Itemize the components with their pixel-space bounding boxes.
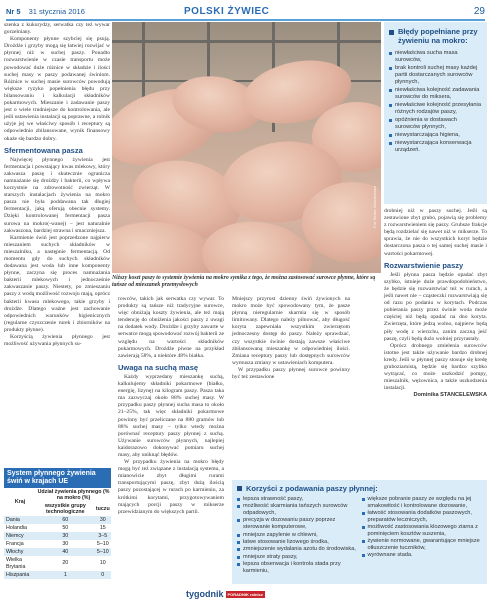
paragraph: drobniej niż w paszy suchej. Jeśli są zestawione zbyt grubo, pojawią się problemy z rozwarstwieniem się paszy. Grubsze frakcje będą rozdzielać się nawet niż w mikserze. To sprawia, że nie do wszystkich koryt będzie dostarczona pasza o tej samej suchej masie i wartości pokarmowej. (384, 208, 487, 257)
table-row (4, 524, 111, 532)
pigs-photo (112, 22, 381, 273)
article-column-1 (4, 22, 110, 348)
table-cell: 10 (95, 556, 111, 571)
list-item: większe pobranie paszy ze względu na jej smakowitość i kontrolowane dozowanie, (362, 496, 483, 509)
issue-date: 31 stycznia 2016 (28, 6, 85, 16)
table-cell: 5–10 (95, 540, 111, 548)
table-row (4, 548, 111, 556)
table-row (4, 556, 111, 571)
footer-logo (186, 589, 265, 599)
table-cell: Hiszpania (4, 571, 36, 579)
table-cell: 50 (36, 524, 95, 532)
issue-number: Nr 5 (6, 6, 21, 16)
list-item: łatwe stosowanie lizowego środka, (237, 539, 358, 546)
data-table (4, 488, 111, 579)
feeding-errors-box (384, 22, 487, 204)
table-cell: 60 (36, 516, 95, 524)
article-column-4 (384, 208, 487, 399)
square-bullet-icon (389, 30, 394, 35)
column-header-fattening: tuczu (95, 506, 110, 512)
list-item: możliwość skarmiania tańszych surowców odpadowych, (237, 503, 358, 516)
benefits-list-right (362, 496, 483, 575)
paragraph: szenka z kukurydzy, serwatka czy też wywar gorzelniany. (4, 22, 110, 36)
list-item: brak kontroli suchej masy każdej partii dostarczanych surowców płynnych, (389, 65, 482, 86)
brand-name: tygodnik (186, 589, 224, 599)
list-item: mniejsze zapylenie w chlewni, (237, 532, 358, 539)
box-title-text: Błędy popełniane przy żywieniu na mokro: (398, 27, 478, 45)
list-item: lepsza strawność paszy, (237, 496, 358, 503)
table-cell: 30 (36, 540, 95, 548)
column-header-country: Kraj (14, 499, 26, 505)
subheading-dry-matter: Uwaga na suchą masę (118, 362, 199, 372)
square-bullet-icon (237, 486, 242, 491)
table-cell: 20 (36, 556, 95, 571)
section-title: POLSKI ŻYWIEC (184, 5, 270, 17)
list-item: opóźnienia w dostawach surowców płynnych, (389, 117, 482, 131)
photo-credit: Fot. Beata Sabiniewska (372, 185, 377, 228)
page-number: 29 (473, 5, 485, 17)
column-header-all-groups: wszystkie grupy technologiczne (44, 503, 86, 515)
benefits-box (232, 480, 487, 584)
author-signature: Dominika STANCELEWSKA (413, 392, 487, 399)
benefits-list-left (237, 496, 358, 575)
box-title (389, 28, 482, 45)
table-cell: 15 (95, 524, 111, 532)
list-item: niewystarczająca konserwacja urządzeń. (389, 140, 482, 154)
paragraph: Karmienie świń jest poprzedzone najpierw mieszaniem suchych składników w mieszalniku, a następnie fermentacją. Od momentu gdy do suchych składników dodawana jest woda lub inne komponenty płynne, zaczyna się proces namnażania bakterii mlekowych i jednocześnie zakwaszanie paszy. Niestety, po zmieszaniu paszy z wodą możliwość rozwoju mają, oprócz bakterii kwasu mlekowego, takie grzyby i drożdże. Dlatego ważne jest zachowanie odpowiednich warunków higienicznych (regularne czyszczenie rurek i zbiorników na produkty płynne). (4, 234, 110, 333)
table-cell: 0 (95, 571, 111, 579)
list-item: niewystarczająca higiena, (389, 132, 482, 139)
box-title (237, 484, 482, 493)
page-header (6, 4, 485, 18)
table-cell: Niemcy (4, 532, 36, 540)
article-column-3 (232, 296, 350, 381)
table-cell: 30 (95, 516, 111, 524)
table-cell: 40 (36, 548, 95, 556)
table-row (4, 532, 111, 540)
table-cell: Włochy (4, 548, 36, 556)
table-cell: Dania (4, 516, 36, 524)
table-cell: Francja (4, 540, 36, 548)
table-row (4, 540, 111, 548)
article-column-2 (118, 296, 224, 516)
box-title-text: Korzyści z podawania paszy płynnej: (246, 484, 378, 493)
table-row (4, 571, 111, 579)
paragraph: W przypadku paszy płynnej surowce powinny być też zestawione (232, 366, 350, 381)
paragraph: rowców, takich jak serwatka czy wywar. To produkty są tańsze niż tradycyjne surowce, więc obniżają koszty żywienia, ale też mają tendencję do obniżenia jakości paszy z uwagi na dodatek wody. Drożdże i grzyby zawarte w serwatce mogą spowodować rozwój bakterii ze względu na wartości składników pokarmowych. Drożdże piwne na przykład zawierają 58%, a niektóre 48% białka. (118, 296, 224, 359)
paragraph: Mniejszy przyrost dzienny świń żywionych na mokro może być spowodowany tym, że pasze płynną nieregularnie skarmia się w sposób limitowany. Dlatego należy pilnować, aby długość koryta zapewniała wszystkim zwierzętom jednoczesny dostęp do paszy. Należy sprawdzać, czy wszystkie świnie dostają zawsze właściwe zbilansowaną mieszankę w odpowiedniej ilości. Zmiana receptury paszy lub dostępnych surowców wymusza zmiany w ustawieniach komputera. (232, 296, 350, 366)
errors-list (389, 50, 482, 154)
eu-liquid-feeding-table (4, 468, 111, 596)
subheading-fermentation: Sfermentowana pasza (4, 145, 83, 155)
table-row (4, 516, 111, 524)
list-item: precyzja w dozowaniu paszy poprzez sterowanie komputerowe, (237, 517, 358, 530)
paragraph: Każdy wyprzedany mieszankę suchą, kalkulujemy składniki pokarmowe (białko, energię, lizynę) na kilogram paszy. Pasza taka ma zazwyczaj około 88% suchej masy. W przypadku paszy płynnej sucha masa to około 21–25%, tak więc składniki pokarmowe powinny być przeliczane na 880 gramów lub 88% suchej masy – tylko wtedy można porównać receptury paszy płynnej z suchą. Używanie surowców płynnych, najlepiej kaidorazowo dokonywać pomiaru suchej masy, aby uniknąć błędów. (118, 373, 224, 458)
paragraph: Korzyścią żywienia płynnego jest możliwość używania płynnych su- (4, 334, 110, 348)
paragraph: W przypadku żywienia na mokro błędy mogą być też związane z instalacją systemu, a mianowicie zbyt długimi rurami transportującymi paszę, zbyt dużą ilością paszy pozostającej w rurach po karmieniu, za krótkimi korytami, przygotowywaniem mających porcji paszy w mikserze przewidzianym do większych partii. (118, 459, 224, 515)
paragraph: Jeśli płynna pasza będzie opadać zbyt szybko, istnieje duże prawdopodobieństwo, że będzie się rozwarstwiać też w rurach, a jeśli nawet nie – cząsteczki rozwarstwiają się od razu po podaniu w korytach. Podczas pobierania paszy przez świnie woda może częściej niż będą opadać na dno koryta. Zwierzęta, które jedzą wolno, najpierw będą piły wodę z wierzchu, zanim zaczną jeść paszę, czyli będą dużo wolniej przyrastały. (384, 271, 487, 342)
photo-caption: Niższy koszt paszy to systemie żywienia na mokro symika z tego, że można zastosować surowce płynne, które są tańsze od mieszanek przemysłowych (112, 275, 376, 288)
list-item: żywienie normowane, gwarantujące mniejsze otłuszczenie tuczników, (362, 538, 483, 551)
list-item: łatwość stosowania dodatków paszowych, preparatów leczniczych, (362, 510, 483, 523)
column-header-share: Udział żywienia płynnego (% na mokro (%) (37, 489, 110, 501)
list-item: lepsza obserwacja i kontrola stada przy karmieniu, (237, 561, 358, 574)
list-item: mniejsze straty paszy, (237, 554, 358, 561)
header-divider (6, 19, 485, 21)
table-cell: 1 (36, 571, 95, 579)
paragraph: Oprócz drobnego zmielenia surowców istotne jest także używanie bardzo drobnej kredy. Jeśli w płynnej paszy stosuje się kredę gruboziarnistą, będzie się bardzo szybko wytrącać, co może uszkodzić pompy, mieszalnik, wężownica, a także uszkodzenia instalacji. (384, 342, 487, 392)
list-item: zmniejszenie wydalania azotu do środowiska, (237, 546, 358, 553)
table-title: System płynnego żywienia świń w krajach UE (4, 468, 111, 488)
brand-badge: PORADNIK rolnicz (227, 591, 263, 597)
list-item: możliwość zastosowania klozowego ziarna z pominięciem kosztów suszenia, (362, 524, 483, 537)
table-cell: 3–5 (95, 532, 111, 540)
list-item: niewłaściwa kolejność zadawania surowców do miksera, (389, 87, 482, 101)
table-cell: Wielka Brytania (4, 556, 36, 571)
table-cell: Holandia (4, 524, 36, 532)
list-item: wyrównane stada. (362, 552, 483, 559)
table-cell: 5–10 (95, 548, 111, 556)
subheading-separation: Rozwarstwienie paszy (384, 260, 464, 270)
list-item: niewłaściwe kolejność przesyłania różnych rodzajów paszy, (389, 102, 482, 116)
list-item: niewłaściwa sucha masa surowców, (389, 50, 482, 64)
paragraph: Najwięcej płynnego żywienia jest fermentacja i powstający kwas mlekowy, który zakwasza paszę i skutecznie ogranicza namnażanie się drożdży i bakterii, co wpływa korzystnie na zdrowotność zwierząt. W starszych instalacjach żywienia na mokro pasza nie była poddawana tak długiej fermentacji, jaką oferują obecnie systemy. Dzięki kontrolowanej fermentacji pasza surowa na mokro(-wanej) – jest naturalnie zakwaszona, bardziej strawna i smaczniejsza. (4, 156, 110, 234)
paragraph: Komponenty płynne szybciej się psują. Drożdże i grzyby mogą się łatwiej rozwijać w płynnej niż w suchej paszy. Ponadto rozwarstwienie w czasie transportu może powodować duże różnice w składzie i ilości suchej masy w paszy podawanej świniom. Różnice w suchej masie surowców powodują większe ryzyko popełnienia błędu przy bilansowaniu i kalkulacji składników pokarmowych. Mieszanie i zadawanie paszy jest o wiele trudniejsze do kontrolowania, ale jeśli ustawienia instalacji są poprawne, a rolnik użyje jej we właściwy sposób i receptury są odpowiednio zbilansowane, wynik finansowy okaże się bardzo dobry. (4, 36, 110, 142)
table-cell: 30 (36, 532, 95, 540)
